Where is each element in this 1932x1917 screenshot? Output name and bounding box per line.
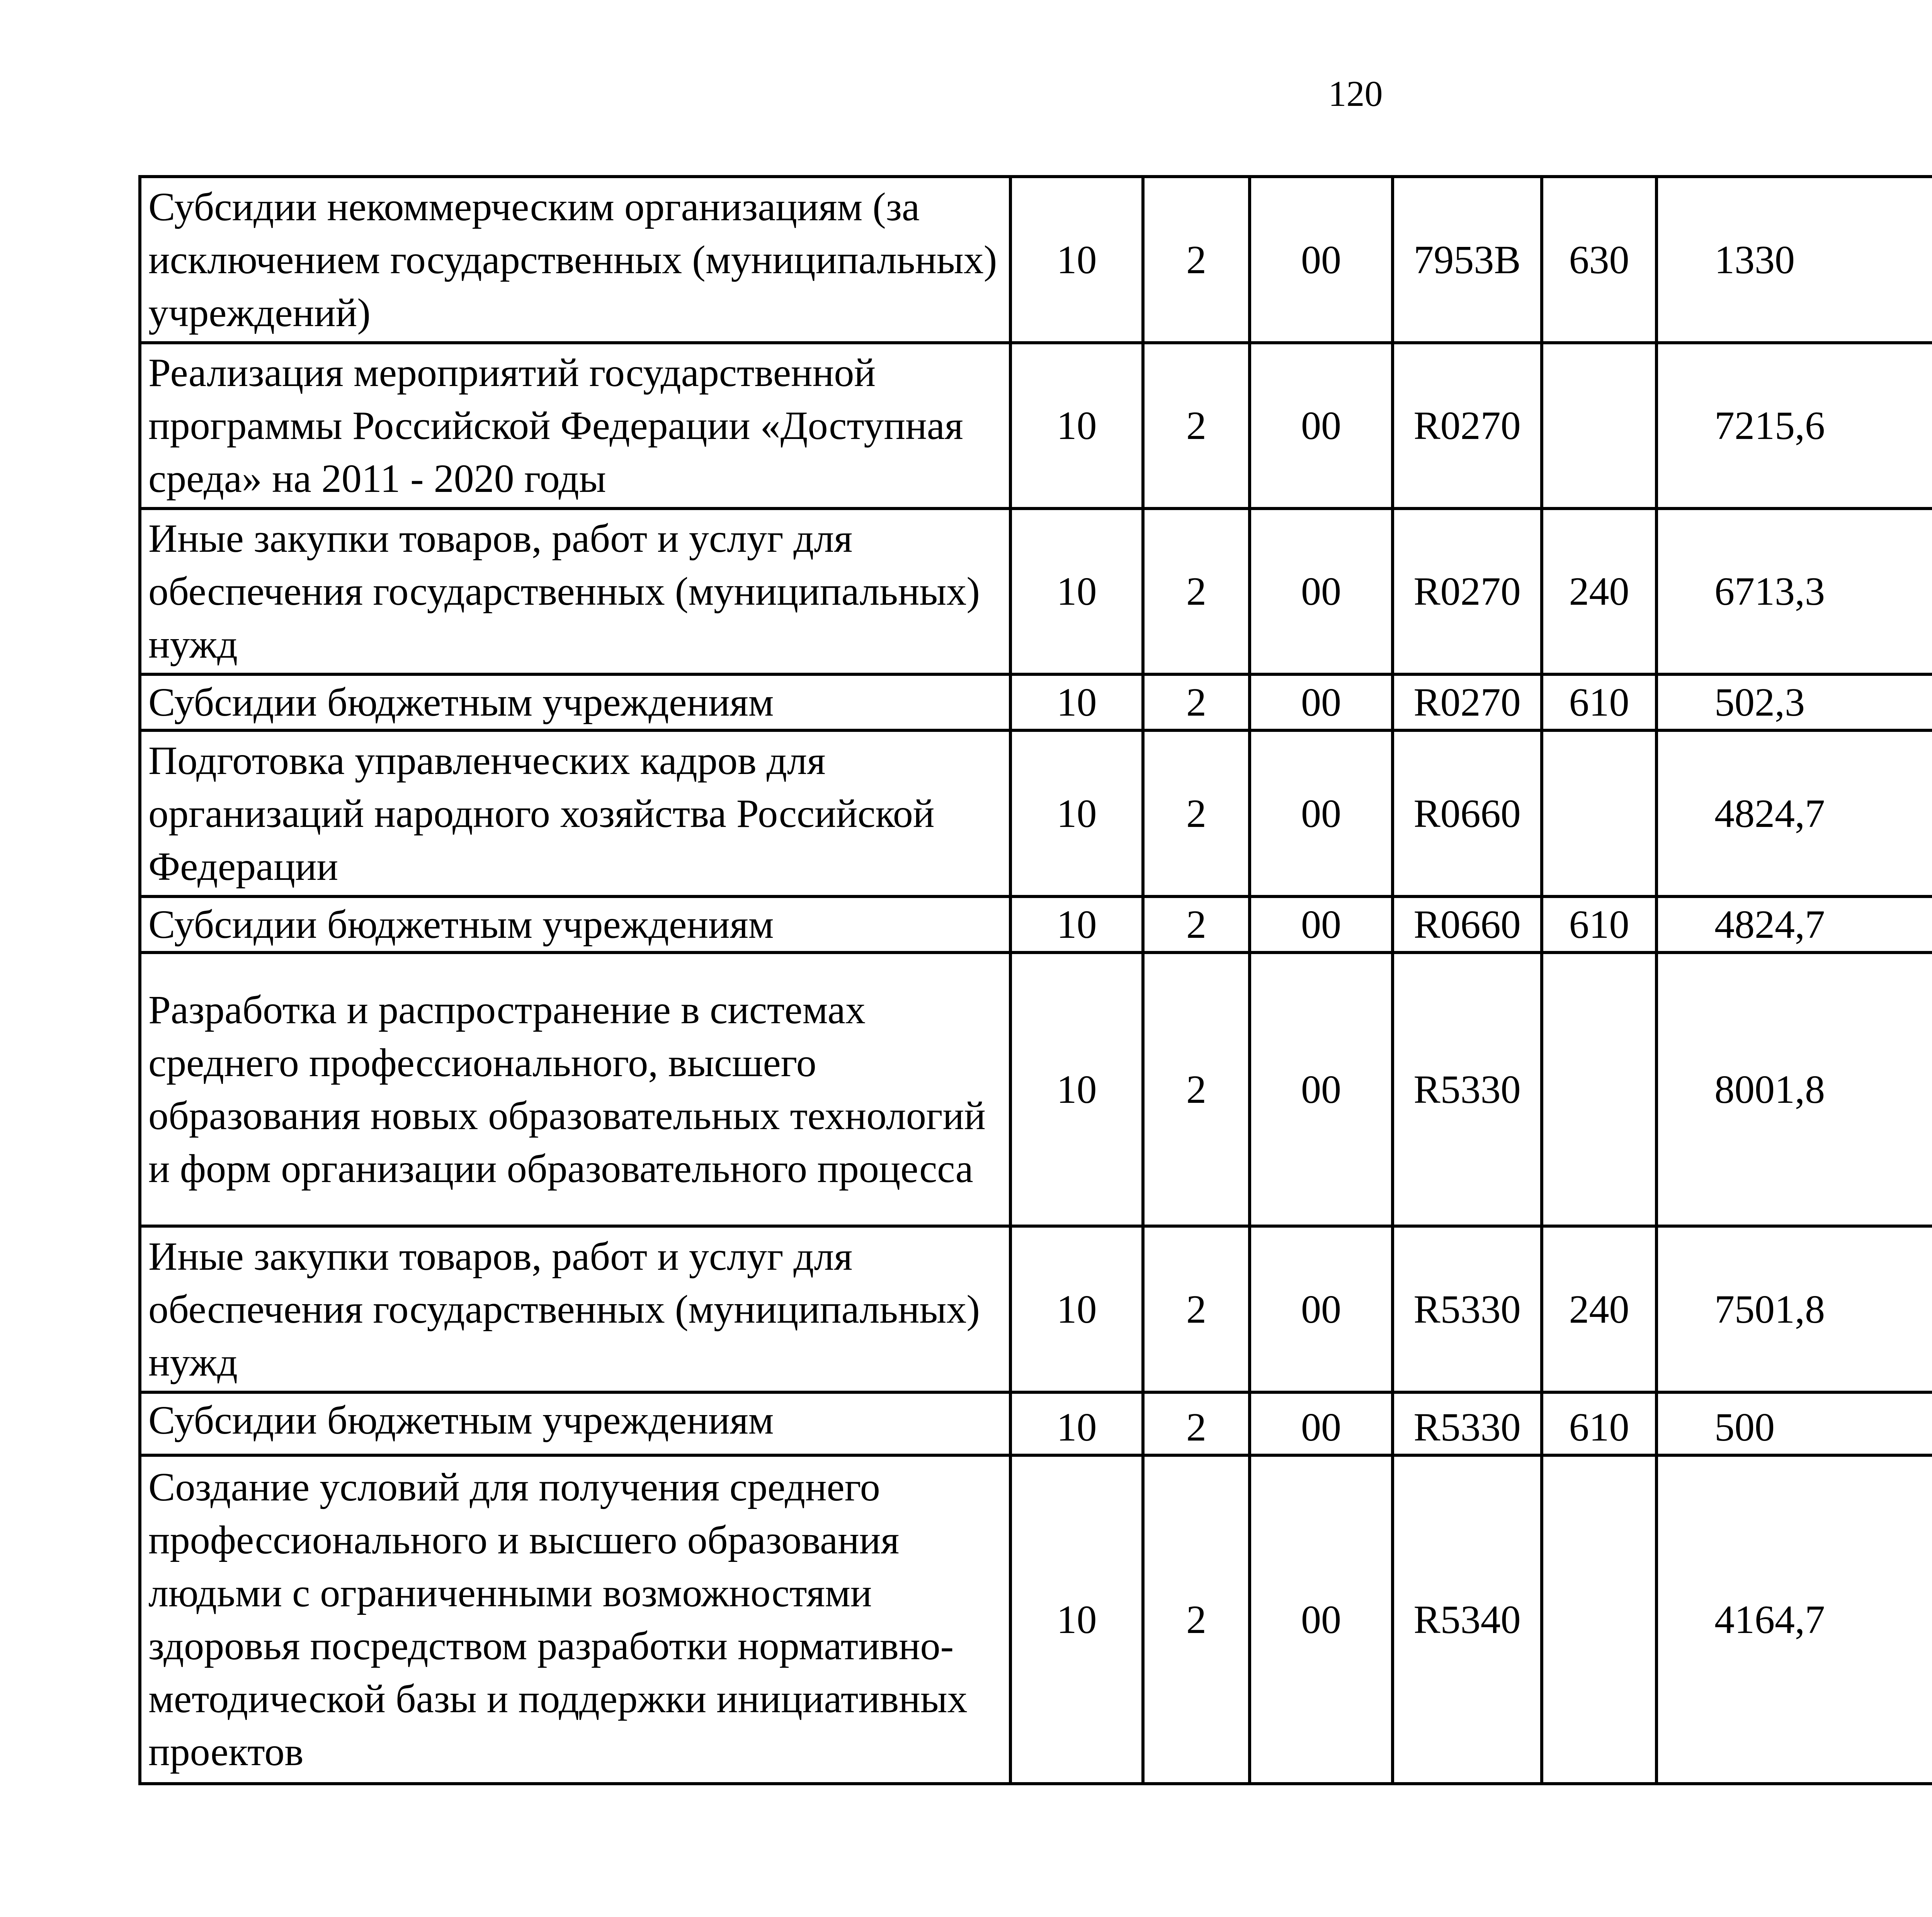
row-target-article: R0270 [1393, 343, 1542, 509]
table-row [140, 730, 1932, 896]
row-name: Подготовка управленческих кадров для организаций народного хозяйства Российской Федерации [140, 730, 1010, 896]
table-row [140, 343, 1932, 509]
row-target-article: R5330 [1393, 953, 1542, 1226]
row-name: Иные закупки товаров, работ и услуг для обеспечения государственных (муниципальных) нужд [140, 509, 1010, 674]
row-section: 10 [1010, 953, 1143, 1226]
row-section: 10 [1010, 730, 1143, 896]
row-program: 00 [1250, 343, 1393, 509]
row-name: Субсидии бюджетным учреждениям [140, 1392, 1010, 1455]
row-program: 00 [1250, 896, 1393, 953]
row-amount: 500 [1656, 1392, 1932, 1455]
row-expense-type: 610 [1542, 896, 1656, 953]
row-amount: 4164,7 [1656, 1455, 1932, 1784]
row-program: 00 [1250, 730, 1393, 896]
row-amount: 4824,7 [1656, 730, 1932, 896]
row-amount: 7501,8 [1656, 1226, 1932, 1392]
row-expense-type [1542, 1455, 1656, 1784]
row-program: 00 [1250, 1226, 1393, 1392]
row-expense-type [1542, 953, 1656, 1226]
row-subsection: 2 [1143, 730, 1250, 896]
row-section: 10 [1010, 896, 1143, 953]
row-section: 10 [1010, 1392, 1143, 1455]
row-subsection: 2 [1143, 1455, 1250, 1784]
row-expense-type: 610 [1542, 1392, 1656, 1455]
row-target-article: R0660 [1393, 730, 1542, 896]
row-amount: 502,3 [1656, 674, 1932, 730]
row-section: 10 [1010, 177, 1143, 343]
row-subsection: 2 [1143, 953, 1250, 1226]
row-program: 00 [1250, 177, 1393, 343]
row-name: Создание условий для получения среднего профессионального и высшего образования людьми с ограниченными возможностями здоровья посредством разработки нормативно-методической базы и поддержки инициативных проектов [140, 1455, 1010, 1784]
row-section: 10 [1010, 674, 1143, 730]
row-program: 00 [1250, 1392, 1393, 1455]
row-target-article: 7953B [1393, 177, 1542, 343]
row-subsection: 2 [1143, 509, 1250, 674]
row-section: 10 [1010, 343, 1143, 509]
row-name: Субсидии некоммерческим организациям (за исключением государственных (муниципальных) учреждений) [140, 177, 1010, 343]
row-program: 00 [1250, 1455, 1393, 1784]
row-name: Реализация мероприятий государственной программы Российской Федерации «Доступная среда» на 2011 - 2020 годы [140, 343, 1010, 509]
row-target-article: R0660 [1393, 896, 1542, 953]
row-expense-type: 630 [1542, 177, 1656, 343]
row-target-article: R0270 [1393, 509, 1542, 674]
row-target-article: R5330 [1393, 1226, 1542, 1392]
page-number: 120 [1328, 74, 1383, 114]
table-row [140, 1455, 1932, 1784]
row-amount: 4824,7 [1656, 896, 1932, 953]
row-name: Разработка и распространение в системах среднего профессионального, высшего образования новых образовательных технологий и форм организации образовательного процесса [140, 953, 1010, 1226]
row-amount: 7215,6 [1656, 343, 1932, 509]
row-expense-type: 240 [1542, 509, 1656, 674]
table-row [140, 953, 1932, 1226]
row-subsection: 2 [1143, 674, 1250, 730]
table-row [140, 1226, 1932, 1392]
row-section: 10 [1010, 509, 1143, 674]
table-row [140, 674, 1932, 730]
table-row [140, 1392, 1932, 1455]
row-section: 10 [1010, 1226, 1143, 1392]
row-amount: 8001,8 [1656, 953, 1932, 1226]
row-subsection: 2 [1143, 177, 1250, 343]
table-row [140, 896, 1932, 953]
row-expense-type: 240 [1542, 1226, 1656, 1392]
row-amount: 1330 [1656, 177, 1932, 343]
row-subsection: 2 [1143, 343, 1250, 509]
table-row [140, 177, 1932, 343]
row-name: Субсидии бюджетным учреждениям [140, 896, 1010, 953]
row-subsection: 2 [1143, 1392, 1250, 1455]
row-program: 00 [1250, 674, 1393, 730]
row-name: Иные закупки товаров, работ и услуг для обеспечения государственных (муниципальных) нужд [140, 1226, 1010, 1392]
table-row [140, 509, 1932, 674]
row-subsection: 2 [1143, 896, 1250, 953]
row-expense-type [1542, 343, 1656, 509]
budget-table [138, 175, 1932, 1785]
row-target-article: R5330 [1393, 1392, 1542, 1455]
row-name: Субсидии бюджетным учреждениям [140, 674, 1010, 730]
row-amount: 6713,3 [1656, 509, 1932, 674]
row-subsection: 2 [1143, 1226, 1250, 1392]
row-program: 00 [1250, 953, 1393, 1226]
row-expense-type: 610 [1542, 674, 1656, 730]
row-target-article: R0270 [1393, 674, 1542, 730]
row-expense-type [1542, 730, 1656, 896]
row-program: 00 [1250, 509, 1393, 674]
row-section: 10 [1010, 1455, 1143, 1784]
row-target-article: R5340 [1393, 1455, 1542, 1784]
